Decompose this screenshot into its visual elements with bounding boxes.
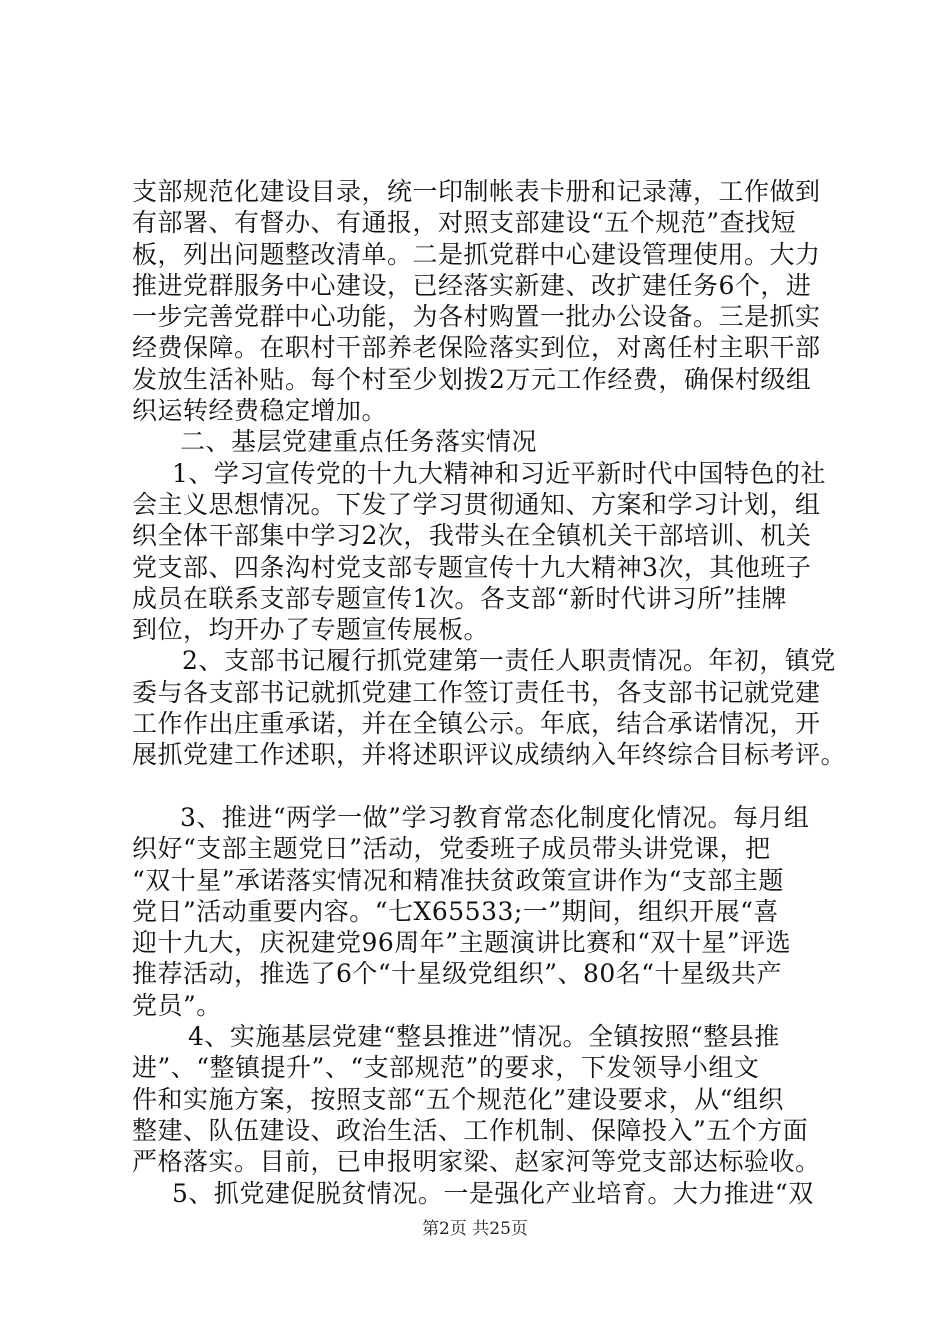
text-line: 板，列出问题整改清单。二是抓党群中心建设管理使用。大力: [132, 239, 821, 269]
text-line: 整建、队伍建设、政治生活、工作机制、保障投入”五个方面: [132, 1115, 809, 1145]
text-line: 严格落实。目前，已申报明家梁、赵家河等党支部达标验收。: [132, 1147, 821, 1177]
text-line: 委与各支部书记就抓党建工作签订责任书，各支部书记就党建: [132, 677, 821, 707]
text-line: 一步完善党群中心功能，为各村购置一批办公设备。三是抓实: [132, 302, 821, 332]
text-line: 1、学习宣传党的十九大精神和习近平新时代中国特色的社: [172, 458, 826, 488]
text-line: 党支部、四条沟村党支部专题宣传十九大精神3次，其他班子: [132, 552, 812, 582]
text-line: 会主义思想情况。下发了学习贯彻通知、方案和学习计划，组: [132, 489, 821, 519]
section-heading: 二、基层党建重点任务落实情况: [180, 427, 538, 457]
text-line: “双十星”承诺落实情况和精准扶贫政策宣讲作为“支部主题: [132, 865, 784, 895]
text-line: 4、实施基层党建“整县推进”情况。全镇按照“整县推: [188, 1022, 780, 1052]
text-line: 件和实施方案，按照支部“五个规范化”建设要求，从“组织: [132, 1084, 784, 1114]
text-line: 5、抓党建促脱贫情况。一是强化产业培育。大力推进“双: [172, 1178, 814, 1208]
text-line: 有部署、有督办、有通报，对照支部建设“五个规范”查找短: [132, 208, 797, 238]
text-line: 推荐活动，推选了6个“十星级党组织”、80名“十星级共产: [132, 959, 783, 989]
text-line: 2、支部书记履行抓党建第一责任人职责情况。年初，镇党: [182, 646, 836, 676]
text-line: 织运转经费稳定增加。: [132, 396, 388, 426]
text-line: 党日”活动重要内容。“七X65533;一”期间，组织开展“喜: [132, 896, 779, 926]
text-line: 推进党群服务中心建设，已经落实新建、改扩建任务6个，进: [132, 270, 812, 300]
blank-line: [132, 771, 832, 802]
text-line: 3、推进“两学一做”学习教育常态化制度化情况。每月组: [180, 802, 810, 832]
text-line: 到位，均开办了专题宣传展板。: [132, 615, 490, 645]
text-line: 迎十九大，庆祝建党96周年”主题演讲比赛和“双十星”评选: [132, 928, 792, 958]
text-line: 展抓党建工作述职，并将述职评议成绩纳入年终综合目标考评。: [132, 740, 847, 770]
text-line: 织全体干部集中学习2次，我带头在全镇机关干部培训、机关: [132, 521, 812, 551]
page-footer: 第2页 共25页: [422, 1219, 528, 1239]
text-line: 经费保障。在职村干部养老保险落实到位，对离任村主职干部: [132, 333, 821, 363]
text-line: 成员在联系支部专题宣传1次。各支部“新时代讲习所”挂牌: [132, 583, 787, 613]
text-line: 进”、“整镇提升”、“支部规范”的要求，下发领导小组文: [132, 1053, 760, 1083]
text-line: 工作作出庄重承诺，并在全镇公示。年底，结合承诺情况，开: [132, 709, 821, 739]
text-line: 党员”。: [132, 990, 222, 1020]
text-line: 支部规范化建设目录，统一印制帐表卡册和记录薄，工作做到: [132, 177, 821, 206]
text-line: 织好“支部主题党日”活动，党委班子成员带头讲党课，把: [132, 834, 771, 864]
text-line: 发放生活补贴。每个村至少划拨2万元工作经费，确保村级组: [132, 364, 812, 394]
document-body: [132, 176, 847, 1209]
